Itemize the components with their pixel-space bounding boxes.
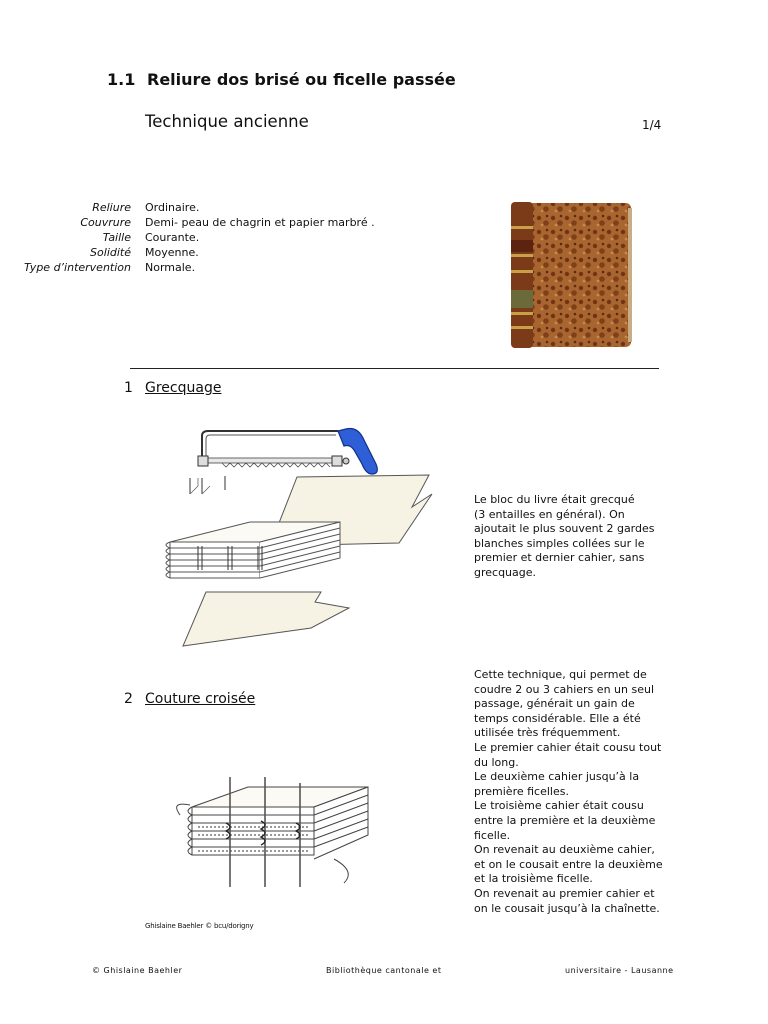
divider xyxy=(130,368,659,369)
meta-label-couvrure: Couvrure xyxy=(80,216,131,229)
illustration-credit: Ghislaine Baehler © bcu/dorigny xyxy=(145,922,254,930)
section-2-title: Couture croisée xyxy=(145,691,256,707)
section-heading xyxy=(107,70,456,89)
meta-values xyxy=(145,200,375,275)
meta-value-intervention: Normale. xyxy=(145,261,196,274)
section-heading-title: Reliure dos brisé ou ficelle passée xyxy=(147,70,456,89)
thread-end xyxy=(334,859,348,883)
section-1-number: 1 xyxy=(124,380,133,396)
meta-labels xyxy=(20,200,131,275)
page-number: 1/4 xyxy=(642,118,662,132)
couture-illustration xyxy=(168,775,373,890)
meta-label-taille: Taille xyxy=(102,231,131,244)
section-1-text: Le bloc du livre était grecqué (3 entailles en général). On ajoutait le plus souvent 2 gardes blanches simples collées sur le premier et dernier cahier, sans grecquage. xyxy=(474,493,655,579)
footer-author: © Ghislaine Baehler xyxy=(92,966,183,975)
grecquage-illustration xyxy=(150,420,450,650)
section-2-number: 2 xyxy=(124,691,133,707)
book-cover xyxy=(528,203,631,347)
meta-label-intervention: Type d’intervention xyxy=(24,261,131,274)
meta-value-taille: Courante. xyxy=(145,231,200,244)
book-photo xyxy=(508,200,634,350)
book-block-stack xyxy=(166,522,340,578)
footer-location: universitaire - Lausanne xyxy=(565,966,674,975)
meta-label-solidite: Solidité xyxy=(90,246,131,259)
meta-value-reliure: Ordinaire. xyxy=(145,201,200,214)
section-heading-number: 1.1 xyxy=(107,70,136,89)
meta-label-reliure: Reliure xyxy=(92,201,131,214)
subtitle: Technique ancienne xyxy=(145,112,309,131)
meta-value-solidite: Moyenne. xyxy=(145,246,199,259)
section-2-text: Cette technique, qui permet de coudre 2 ou 3 cahiers en un seul passage, générait un gain de temps considérable. Elle a été utilisée très fréquemment. Le premier cahier était cousu tout du long. Le deuxième cahier jusqu’à la première ficelles. Le troisième cahier était cousu entre la première et la deuxième ficelle. On revenait au deuxième cahier, et on le cousait entre la deuxième et la troisième ficelle. On revenait au premier cahier et on le cousait jusqu’à la chaînette. xyxy=(474,668,663,915)
section-1-title: Grecquage xyxy=(145,380,222,396)
saw-icon xyxy=(198,428,377,474)
meta-value-couvrure: Demi- peau de chagrin et papier marbré . xyxy=(145,216,375,229)
sewn-book-block xyxy=(188,787,368,859)
footer-institution: Bibliothèque cantonale et xyxy=(326,966,442,975)
